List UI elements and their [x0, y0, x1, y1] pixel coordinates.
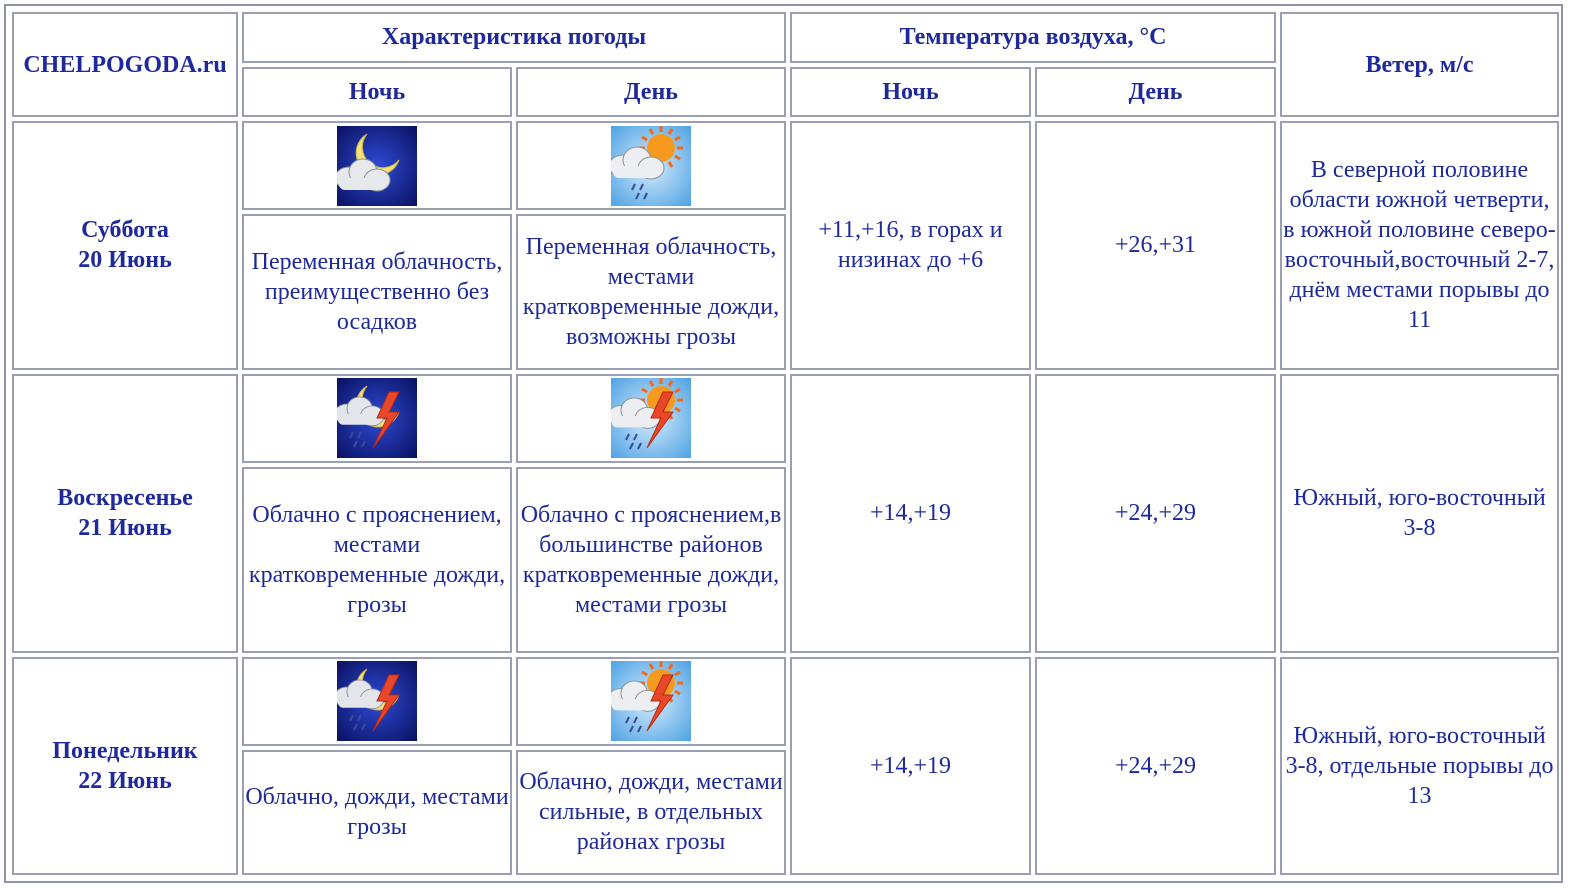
weather-day-header: День — [516, 67, 786, 118]
sun-thunderstorm-icon — [611, 378, 691, 458]
wind-cell: Южный, юго-восточный 3-8, отдельные порывы до 13 — [1280, 657, 1559, 875]
day-name: Воскресенье — [57, 485, 193, 512]
wind-header: Ветер, м/с — [1280, 12, 1559, 117]
temperature-header: Температура воздуха, °С — [790, 12, 1276, 63]
forecast-table — [8, 8, 1563, 879]
moon-thunderstorm-icon — [337, 378, 417, 458]
day-cell — [12, 657, 238, 875]
wind-cell: В северной половине области южной четверти, в южной половине северо-восточный,восточный 2-7, днём местами порывы до 11 — [1280, 121, 1559, 370]
day-date: 22 Июнь — [78, 767, 172, 794]
day-name: Понедельник — [52, 737, 198, 764]
night-icon-cell — [242, 374, 512, 463]
sun-cloud-rain-icon — [611, 126, 691, 206]
night-icon-cell — [242, 121, 512, 210]
temp-night-cell: +14,+19 — [790, 657, 1031, 875]
forecast-row-icons — [12, 121, 1559, 210]
day-icon-cell — [516, 374, 786, 463]
moon-thunderstorm-icon — [337, 661, 417, 741]
forecast-row-icons — [12, 657, 1559, 746]
night-description: Облачно, дожди, местами грозы — [242, 750, 512, 875]
temp-night-cell: +11,+16, в горах и низинах до +6 — [790, 121, 1031, 370]
temp-day-cell: +24,+29 — [1035, 657, 1276, 875]
temp-night-header: Ночь — [790, 67, 1031, 118]
day-description: Переменная облачность, местами кратковременные дожди, возможны грозы — [516, 214, 786, 370]
day-name: Суббота — [81, 217, 169, 244]
site-name: CHELPOGODA.ru — [12, 12, 238, 117]
day-icon-cell — [516, 121, 786, 210]
weather-header: Характеристика погоды — [242, 12, 786, 63]
temp-day-cell: +26,+31 — [1035, 121, 1276, 370]
temp-day-cell: +24,+29 — [1035, 374, 1276, 653]
moon-cloud-icon — [337, 126, 417, 206]
forecast-panel — [4, 4, 1563, 883]
day-cell — [12, 374, 238, 653]
temp-day-header: День — [1035, 67, 1276, 118]
night-description: Облачно с прояснением, местами кратковременные дожди, грозы — [242, 467, 512, 653]
weather-night-header: Ночь — [242, 67, 512, 118]
day-date: 20 Июнь — [78, 247, 172, 274]
wind-cell: Южный, юго-восточный 3-8 — [1280, 374, 1559, 653]
day-icon-cell — [516, 657, 786, 746]
day-date: 21 Июнь — [78, 515, 172, 542]
night-description: Переменная облачность, преимущественно без осадков — [242, 214, 512, 370]
forecast-row-icons — [12, 374, 1559, 463]
night-icon-cell — [242, 657, 512, 746]
temp-night-cell: +14,+19 — [790, 374, 1031, 653]
day-description: Облачно, дожди, местами сильные, в отдельных районах грозы — [516, 750, 786, 875]
sun-thunderstorm-icon — [611, 661, 691, 741]
day-cell — [12, 121, 238, 370]
day-description: Облачно с прояснением,в большинстве районов кратковременные дожди, местами грозы — [516, 467, 786, 653]
header-row-1 — [12, 12, 1559, 63]
